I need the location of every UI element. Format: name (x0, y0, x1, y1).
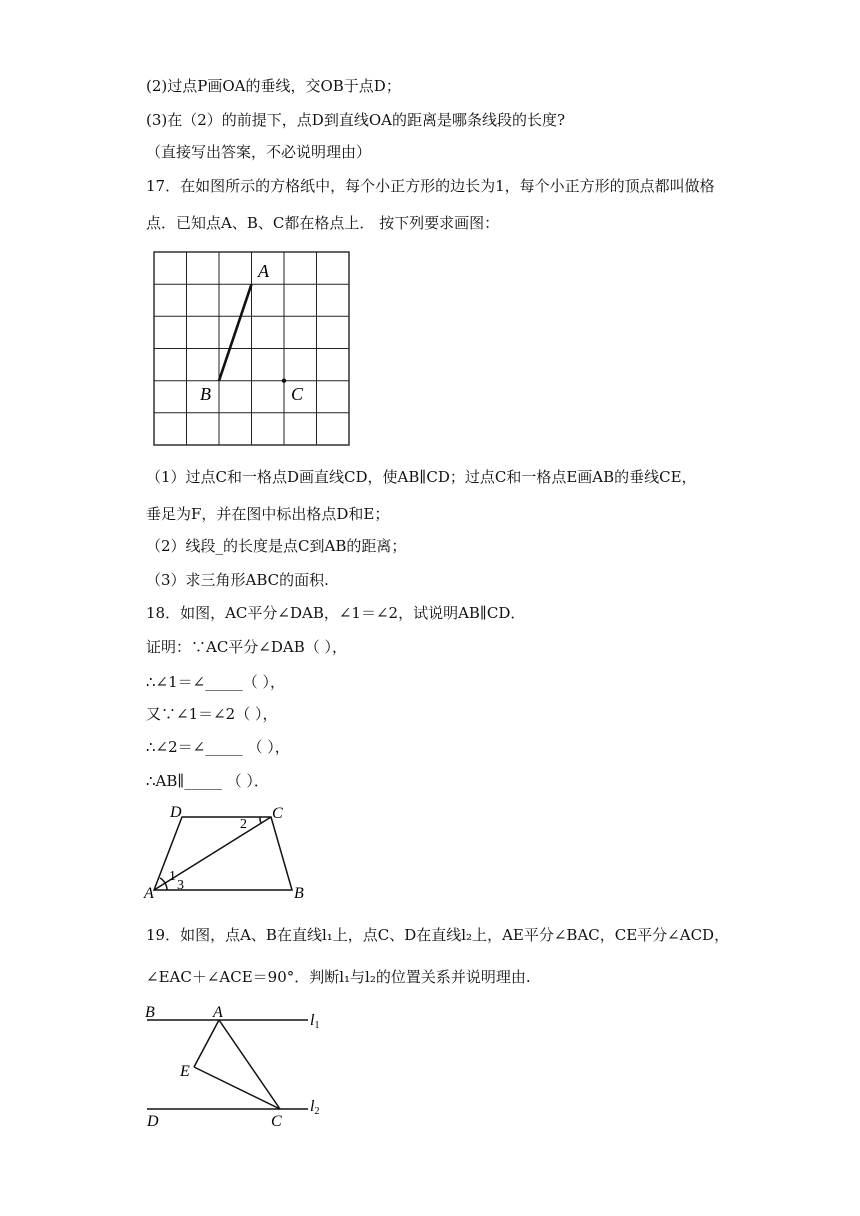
q18-trapezoid-figure (140, 800, 330, 905)
label-a: A (258, 261, 269, 281)
q18-proof-step5: ∴AB∥_____ （ ）． (146, 772, 269, 790)
q19-stem-line1: 19．如图，点A、B在直线l₁上，点C、D在直线l₂上，AE平分∠BAC，CE平分∠ACD， (146, 926, 730, 944)
q18-proof-step4: ∴∠2＝∠_____ （ ）， (146, 738, 290, 756)
q17-grid-figure (154, 252, 354, 447)
label-b: B (294, 885, 304, 902)
label-l1: l1 (310, 1012, 320, 1031)
point-c (282, 379, 286, 383)
q19-stem-line2: ∠EAC＋∠ACE＝90°．判断l₁与l₂的位置关系并说明理由. (146, 968, 531, 986)
q18-proof-step1: 证明：∵AC平分∠DAB（ ）， (146, 638, 348, 656)
angle-3-label: 3 (177, 878, 184, 893)
q16-note: （直接写出答案，不必说明理由） (146, 143, 372, 161)
segment-ab (219, 284, 252, 381)
label-b: B (200, 384, 211, 404)
label-l2: l2 (310, 1098, 320, 1117)
q17-part1-line2: 垂足为F，并在图中标出格点D和E； (146, 505, 390, 523)
q18-proof-step3: 又∵∠1＝∠2（ ）， (146, 705, 278, 723)
label-c: C (272, 805, 283, 822)
label-d: D (170, 804, 182, 821)
label-a: A (144, 885, 154, 902)
q17-part3: （3）求三角形ABC的面积. (146, 571, 329, 589)
label-a: A (213, 1004, 223, 1021)
q17-stem-line2: 点．已知点A、B、C都在格点上． 按下列要求画图： (146, 214, 500, 232)
label-c: C (291, 384, 304, 404)
q18-proof-step2: ∴∠1＝∠_____（ ）， (146, 673, 285, 691)
label-e: E (180, 1063, 190, 1080)
label-c: C (271, 1113, 282, 1130)
angle-2-label: 2 (240, 817, 247, 832)
q17-stem-line1: 17．在如图所示的方格纸中，每个小正方形的边长为1，每个小正方形的顶点都叫做格 (146, 177, 715, 195)
label-d: D (147, 1113, 159, 1130)
q16-part2: (2)过点P画OA的垂线，交OB于点D； (146, 77, 401, 95)
q17-part2: （2）线段_的长度是点C到AB的距离； (146, 537, 407, 555)
q17-part1-line1: （1）过点C和一格点D画直线CD，使AB∥CD；过点C和一格点E画AB的垂线CE， (146, 468, 697, 486)
q18-stem: 18．如图，AC平分∠DAB，∠1＝∠2，试说明AB∥CD． (146, 604, 526, 622)
angle-1-label: 1 (169, 869, 176, 884)
label-b: B (145, 1004, 155, 1021)
q16-part3: (3)在（2）的前提下，点D到直线OA的距离是哪条线段的长度? (146, 111, 565, 129)
q19-parallel-lines-figure (140, 1000, 340, 1135)
